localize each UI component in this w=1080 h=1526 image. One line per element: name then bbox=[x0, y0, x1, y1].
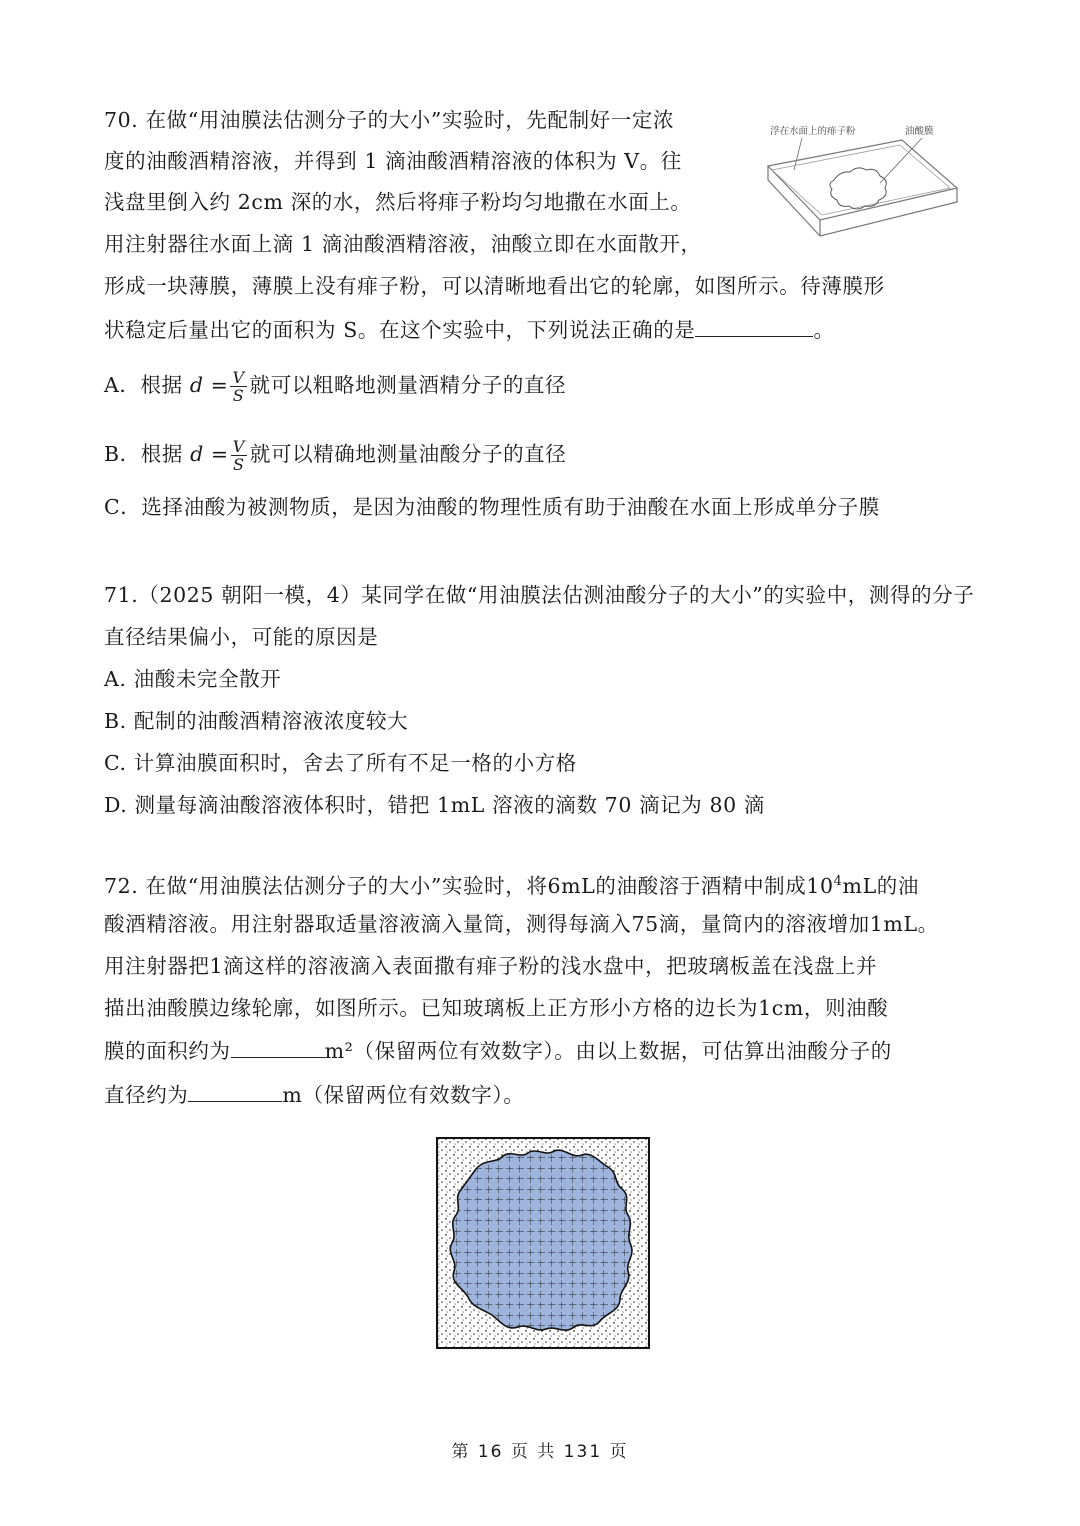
q72-line-6 bbox=[104, 1079, 524, 1110]
diameter-answer-blank[interactable] bbox=[188, 1079, 282, 1102]
fraction-numerator: V bbox=[232, 368, 245, 387]
page-footer: 第 16 页 共 131 页 bbox=[451, 1442, 629, 1462]
q71-option-a[interactable]: A. 油酸未完全散开 bbox=[104, 667, 282, 691]
label-film: 油酸膜 bbox=[905, 126, 934, 137]
fraction-denominator: S bbox=[232, 386, 245, 405]
formula-lhs: d = bbox=[190, 442, 229, 466]
q72-line-3: 用注射器把1滴这样的溶液滴入表面撒有痱子粉的浅水盘中，把玻璃板盖在浅盘上并 bbox=[104, 954, 878, 978]
q70-line-6 bbox=[104, 314, 835, 345]
q72-line-5 bbox=[104, 1035, 892, 1066]
fraction-numerator: V bbox=[232, 437, 245, 456]
option-b-prefix: B．根据 bbox=[104, 442, 183, 466]
q71-option-c[interactable]: C. 计算油膜面积时，舍去了所有不足一格的小方格 bbox=[104, 751, 577, 775]
answer-blank[interactable] bbox=[695, 314, 813, 337]
label-powder: 浮在水面上的痱子粉 bbox=[770, 126, 856, 137]
q72-line-5-a: 膜的面积约为 bbox=[104, 1039, 231, 1063]
formula-fraction bbox=[230, 369, 246, 404]
option-a-text: 就可以粗略地测量酒精分子的直径 bbox=[249, 373, 567, 397]
q70-line-5: 形成一块薄膜，薄膜上没有痱子粉，可以清晰地看出它的轮廓，如图所示。待薄膜形 bbox=[104, 274, 885, 298]
formula-fraction bbox=[231, 438, 247, 473]
q72-line-6-a: 直径约为 bbox=[104, 1083, 189, 1107]
q70-line-4: 用注射器往水面上滴 1 滴油酸酒精溶液，油酸立即在水面散开， bbox=[104, 232, 702, 256]
q71-line-2: 直径结果偏小，可能的原因是 bbox=[104, 625, 379, 649]
formula-lhs: d = bbox=[189, 373, 229, 397]
q70-line-2: 度的油酸酒精溶液，并得到 1 滴油酸酒精溶液的体积为 V。往 bbox=[104, 149, 682, 173]
q72-line-1 bbox=[104, 867, 919, 901]
q70-line-3: 浅盘里倒入约 2cm 深的水，然后将痱子粉均匀地撒在水面上。 bbox=[104, 190, 692, 214]
option-a-prefix: A．根据 bbox=[104, 373, 183, 397]
q71-option-d[interactable]: D. 测量每滴油酸溶液体积时，错把 1mL 溶液的滴数 70 滴记为 80 滴 bbox=[104, 793, 766, 817]
q72-line-2: 酸酒精溶液。用注射器取适量溶液滴入量筒，测得每滴入75滴，量筒内的溶液增加1mL。 bbox=[104, 912, 939, 936]
exponent: 4 bbox=[833, 874, 843, 889]
q71-line-1: 71.（2025 朝阳一模，4）某同学在做“用油膜法估测油酸分子的大小”的实验中，测得的分子 bbox=[104, 583, 975, 607]
q72-line-5-b: m²（保留两位有效数字）。由以上数据，可估算出油酸分子的 bbox=[324, 1039, 892, 1063]
tray-figure bbox=[762, 118, 962, 248]
q72-line-1-a: 72. 在做“用油膜法估测分子的大小”实验时，将6mL的油酸溶于酒精中制成10 bbox=[104, 874, 834, 898]
q70-option-c[interactable]: C．选择油酸为被测物质，是因为油酸的物理性质有助于油酸在水面上形成单分子膜 bbox=[104, 495, 880, 519]
q70-line-6-text: 状稳定后量出它的面积为 S。在这个实验中，下列说法正确的是 bbox=[104, 318, 696, 342]
q70-option-b[interactable] bbox=[104, 438, 566, 473]
fraction-denominator: S bbox=[233, 455, 245, 474]
q70-line-1: 70. 在做“用油膜法估测分子的大小”实验时，先配制好一定浓 bbox=[104, 108, 675, 132]
q71-option-b[interactable]: B. 配制的油酸酒精溶液浓度较大 bbox=[104, 709, 409, 733]
end-punct: 。 bbox=[813, 318, 835, 342]
oil-film-grid-figure bbox=[436, 1137, 650, 1349]
q72-line-1-b: mL的油 bbox=[842, 874, 919, 898]
option-b-text: 就可以精确地测量油酸分子的直径 bbox=[249, 442, 567, 466]
q70-option-a[interactable] bbox=[104, 369, 566, 404]
area-answer-blank[interactable] bbox=[231, 1035, 325, 1058]
q72-line-6-b: m（保留两位有效数字）。 bbox=[282, 1083, 525, 1107]
q72-line-4: 描出油酸膜边缘轮廓，如图所示。已知玻璃板上正方形小方格的边长为1cm，则油酸 bbox=[104, 996, 889, 1020]
